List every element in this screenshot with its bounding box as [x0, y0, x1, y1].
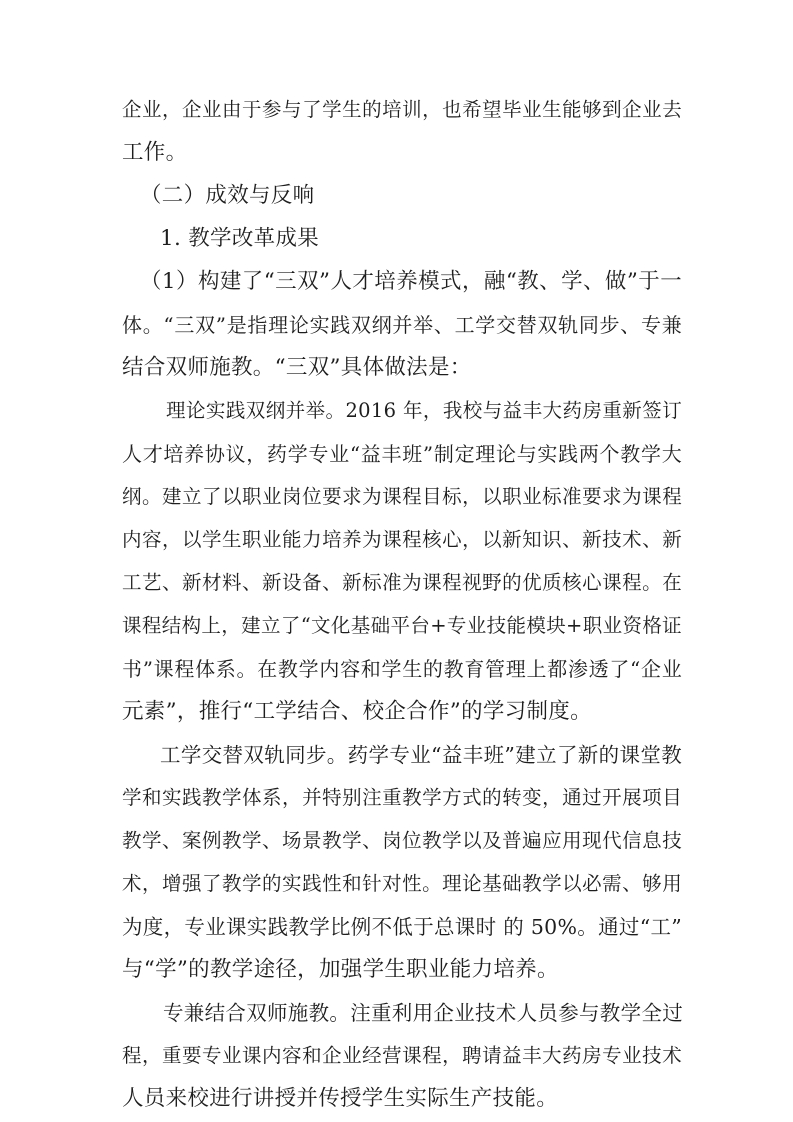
paragraph-line: 学和实践教学体系，并特别注重教学方式的转变，通过开展项目	[122, 786, 682, 809]
paragraph-line: 内容，以学生职业能力培养为课程核心，以新知识、新技术、新	[122, 528, 682, 551]
paragraph-line: 工作。	[122, 140, 188, 165]
subsection-heading: 1. 教学改革成果	[160, 226, 320, 251]
section-heading: （二）成效与反响	[140, 183, 315, 208]
paragraph-line: 程，重要专业课内容和企业经营课程，聘请益丰大药房专业技术	[122, 1044, 682, 1067]
paragraph-line: 术，增强了教学的实践性和针对性。理论基础教学以必需、够用	[122, 872, 682, 895]
paragraph-line: 结合双师施教。“三双”具体做法是：	[122, 355, 472, 380]
paragraph-line: 为度，专业课实践教学比例不低于总课时 的 50%。通过“工”	[122, 915, 683, 939]
paragraph-line: 纲。建立了以职业岗位要求为课程目标，以职业标准要求为课程	[122, 485, 682, 508]
paragraph-line: 工艺、新材料、新设备、新标准为课程视野的优质核心课程。在	[122, 571, 682, 594]
paragraph-line: （1）构建了“三双”人才培养模式，融“教、学、做”于一	[140, 269, 682, 294]
paragraph-line: 课程结构上，建立了“文化基础平台+专业技能模块+职业资格证	[122, 614, 682, 637]
paragraph-line: 专兼结合双师施教。注重利用企业技术人员参与教学全过	[163, 1001, 683, 1025]
paragraph-line: 人才培养协议，药学专业“益丰班”制定理论与实践两个教学大	[122, 442, 682, 466]
paragraph-line: 人员来校进行讲授并传授学生实际生产技能。	[122, 1086, 559, 1111]
paragraph-line: 与“学”的教学途径，加强学生职业能力培养。	[122, 957, 559, 982]
paragraph-line: 理论实践双纲并举。2016 年，我校与益丰大药房重新签订	[166, 399, 682, 422]
paragraph-line: 书”课程体系。在教学内容和学生的教育管理上都渗透了“企业	[122, 657, 682, 681]
paragraph-line: 元素”，推行“工学结合、校企合作”的学习制度。	[122, 699, 592, 724]
paragraph-line: 体。“三双”是指理论实践双纲并举、工学交替双轨同步、专兼	[122, 313, 682, 337]
paragraph-line: 企业，企业由于参与了学生的培训，也希望毕业生能够到企业去	[122, 98, 682, 121]
paragraph-line: 工学交替双轨同步。药学专业“益丰班”建立了新的课堂教	[160, 743, 682, 767]
paragraph-line: 教学、案例教学、场景教学、岗位教学以及普遍应用现代信息技	[122, 829, 682, 852]
